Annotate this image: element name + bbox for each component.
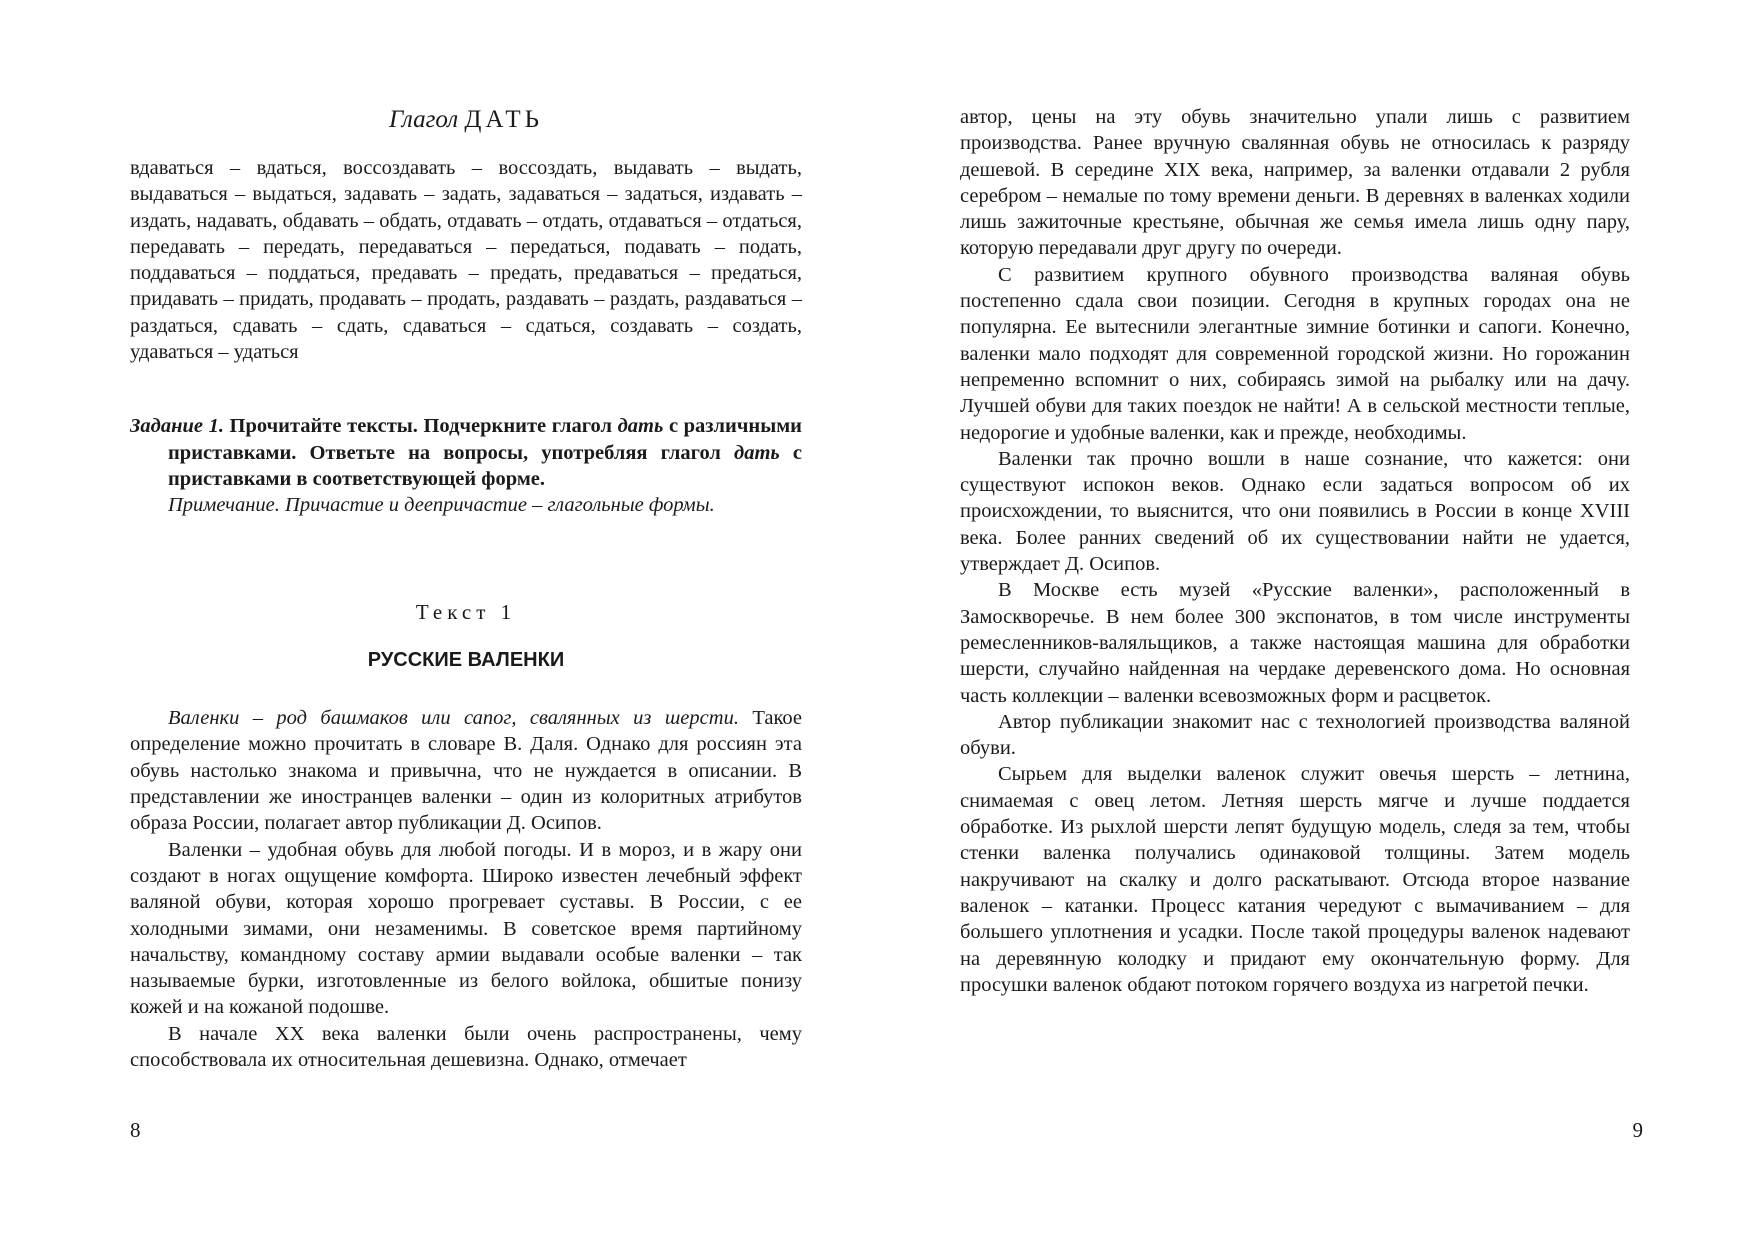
left-page-column [130,95,802,1073]
chapter-title-prefix: Глагол [389,106,459,133]
definition-italic: Валенки – род башмаков или сапог, свалянных из шерсти. [168,707,739,730]
paragraph [130,705,802,836]
paragraph: автор, цены на эту обувь значительно упали лишь с развитием производства. Ранее вручную свалянная обувь не относилась к разряду дешевой. В середине XIX века, например, за валенки отдавали 2 рубля серебром – немалые по тому времени деньги. В деревнях в валенках ходили лишь зажиточные крестьяне, обычная же семья имела лишь одну пару, которую передавали друг другу по очереди. [960,106,1630,260]
chapter-title-word: ДАТЬ [464,106,543,133]
paragraph: Автор публикации знакомит нас с технологией производства валяной обуви. [960,710,1630,760]
task-verb-1: дать [617,415,664,438]
paragraph: Сырьем для выделки валенок служит овечья шерсть – летнина, снимаемая с овец летом. Летняя шерсть мягче и лучше поддается обработке. Из рыхлой шерсти лепят будущую модель, следя за тем, чтобы стенки валенка получались одинаковой толщины. Затем модель накручивают на скалку и долго раскатывают. Отсюда второе название валенок – катанки. Процесс катания чередуют с вымачиванием – для большего уплотнения и усадки. После такой процедуры валенок надевают на деревянную колодку и придают ему окончательную форму. Для просушки валенок обдают потоком горячего воздуха из нагретой печки. [960,763,1630,996]
text-title: РУССКИЕ ВАЛЕНКИ [367,648,565,671]
paragraph-1-rest: Такое определение можно прочитать в словаре В. Даля. Однако для россиян эта обувь настолько знакома и привычна, что не нуждается в описании. В представлении же иностранцев валенки – один из колоритных атрибутов образа России, полагает автор публикации Д. Осипов. [130,707,803,835]
task-text-3: с приставками в соответствующей форме. [168,441,803,490]
task-label: Задание 1. [130,415,224,438]
task-verb-2: дать [734,441,780,464]
paragraph: Валенки – удобная обувь для любой погоды. И в мороз, и в жару они создают в ногах ощущение комфорта. Широко известен лечебный эффект валяной обуви, которая хорошо прогревает суставы. В России, с ее холодными зимами, они незаменимы. В советское время партийному начальству, командному составу армии выдавали особые валенки – так называемые бурки, изготовленные из белого войлока, обшитые понизу кожей и на кожаной подошве. [130,838,802,1019]
paragraph: С развитием крупного обувного производства валяная обувь постепенно сдала свои позиции. Сегодня в крупных городах она не популярна. Ее вытеснили элегантные зимние ботинки и сапоги. Конечно, валенки мало подходят для современной городской жизни. Но горожанин непременно вспомнит о них, собираясь зимой на рыбалку или на дачу. Лучшей обуви для таких поездок не найти! А в сельской местности теплые, недорогие и удобные валенки, как и прежде, необходимы. [960,263,1630,444]
verb-word-list: вдаваться – вдаться, воссоздавать – воссоздать, выдавать – выдать, выдаваться – выдаться, задавать – задать, задаваться – задаться, издавать – издать, надавать, обдавать – обдать, отдавать – отдать, отдаваться – отдаться, передавать – передать, передаваться – передаться, подавать – подать, поддаваться – поддаться, предавать – предать, предаваться – предаться, придавать – придать, продавать – продать, раздавать – раздать, раздаваться – раздаться, сдавать – сдать, сдаваться – сдаться, создавать – создать, удаваться – удаться [130,157,802,364]
paragraph: Валенки так прочно вошли в наше сознание, что кажется: они существуют испокон веков. Однако если задаться вопросом об их происхождении, то выяснится, что они появились в России в конце XVIII века. Более ранних сведений об их существовании найти не удается, утверждает Д. Осипов. [960,447,1630,576]
right-page [878,0,1755,1240]
right-page-column [960,104,1630,998]
text-number: Текст 1 [415,599,517,624]
page-number: 9 [1632,1118,1643,1142]
page-number: 8 [130,1118,141,1142]
chapter-title [130,105,802,135]
paragraph: В начале XX века валенки были очень распространены, чему способствовала их относительная дешевизна. Однако, отмечает [130,1022,802,1072]
task-text-1: Прочитайте тексты. Подчеркните глагол [229,415,613,438]
task-note: Примечание. Причастие и деепричастие – глагольные формы. [168,494,715,517]
task-1 [130,413,802,492]
task-text-2: с различными приставками. Ответьте на вопросы, употребляя глагол [168,415,802,464]
paragraph: В Москве есть музей «Русские валенки», расположенный в Замоскворечье. В нем более 300 экспонатов, в том числе инструменты ремесленников-валяльщиков, а также настоящая машина для обработки шерсти, случайно найденная на чердаке деревенского дома. Но основная часть коллекции – валенки всевозможных форм и расцветок. [960,579,1630,707]
